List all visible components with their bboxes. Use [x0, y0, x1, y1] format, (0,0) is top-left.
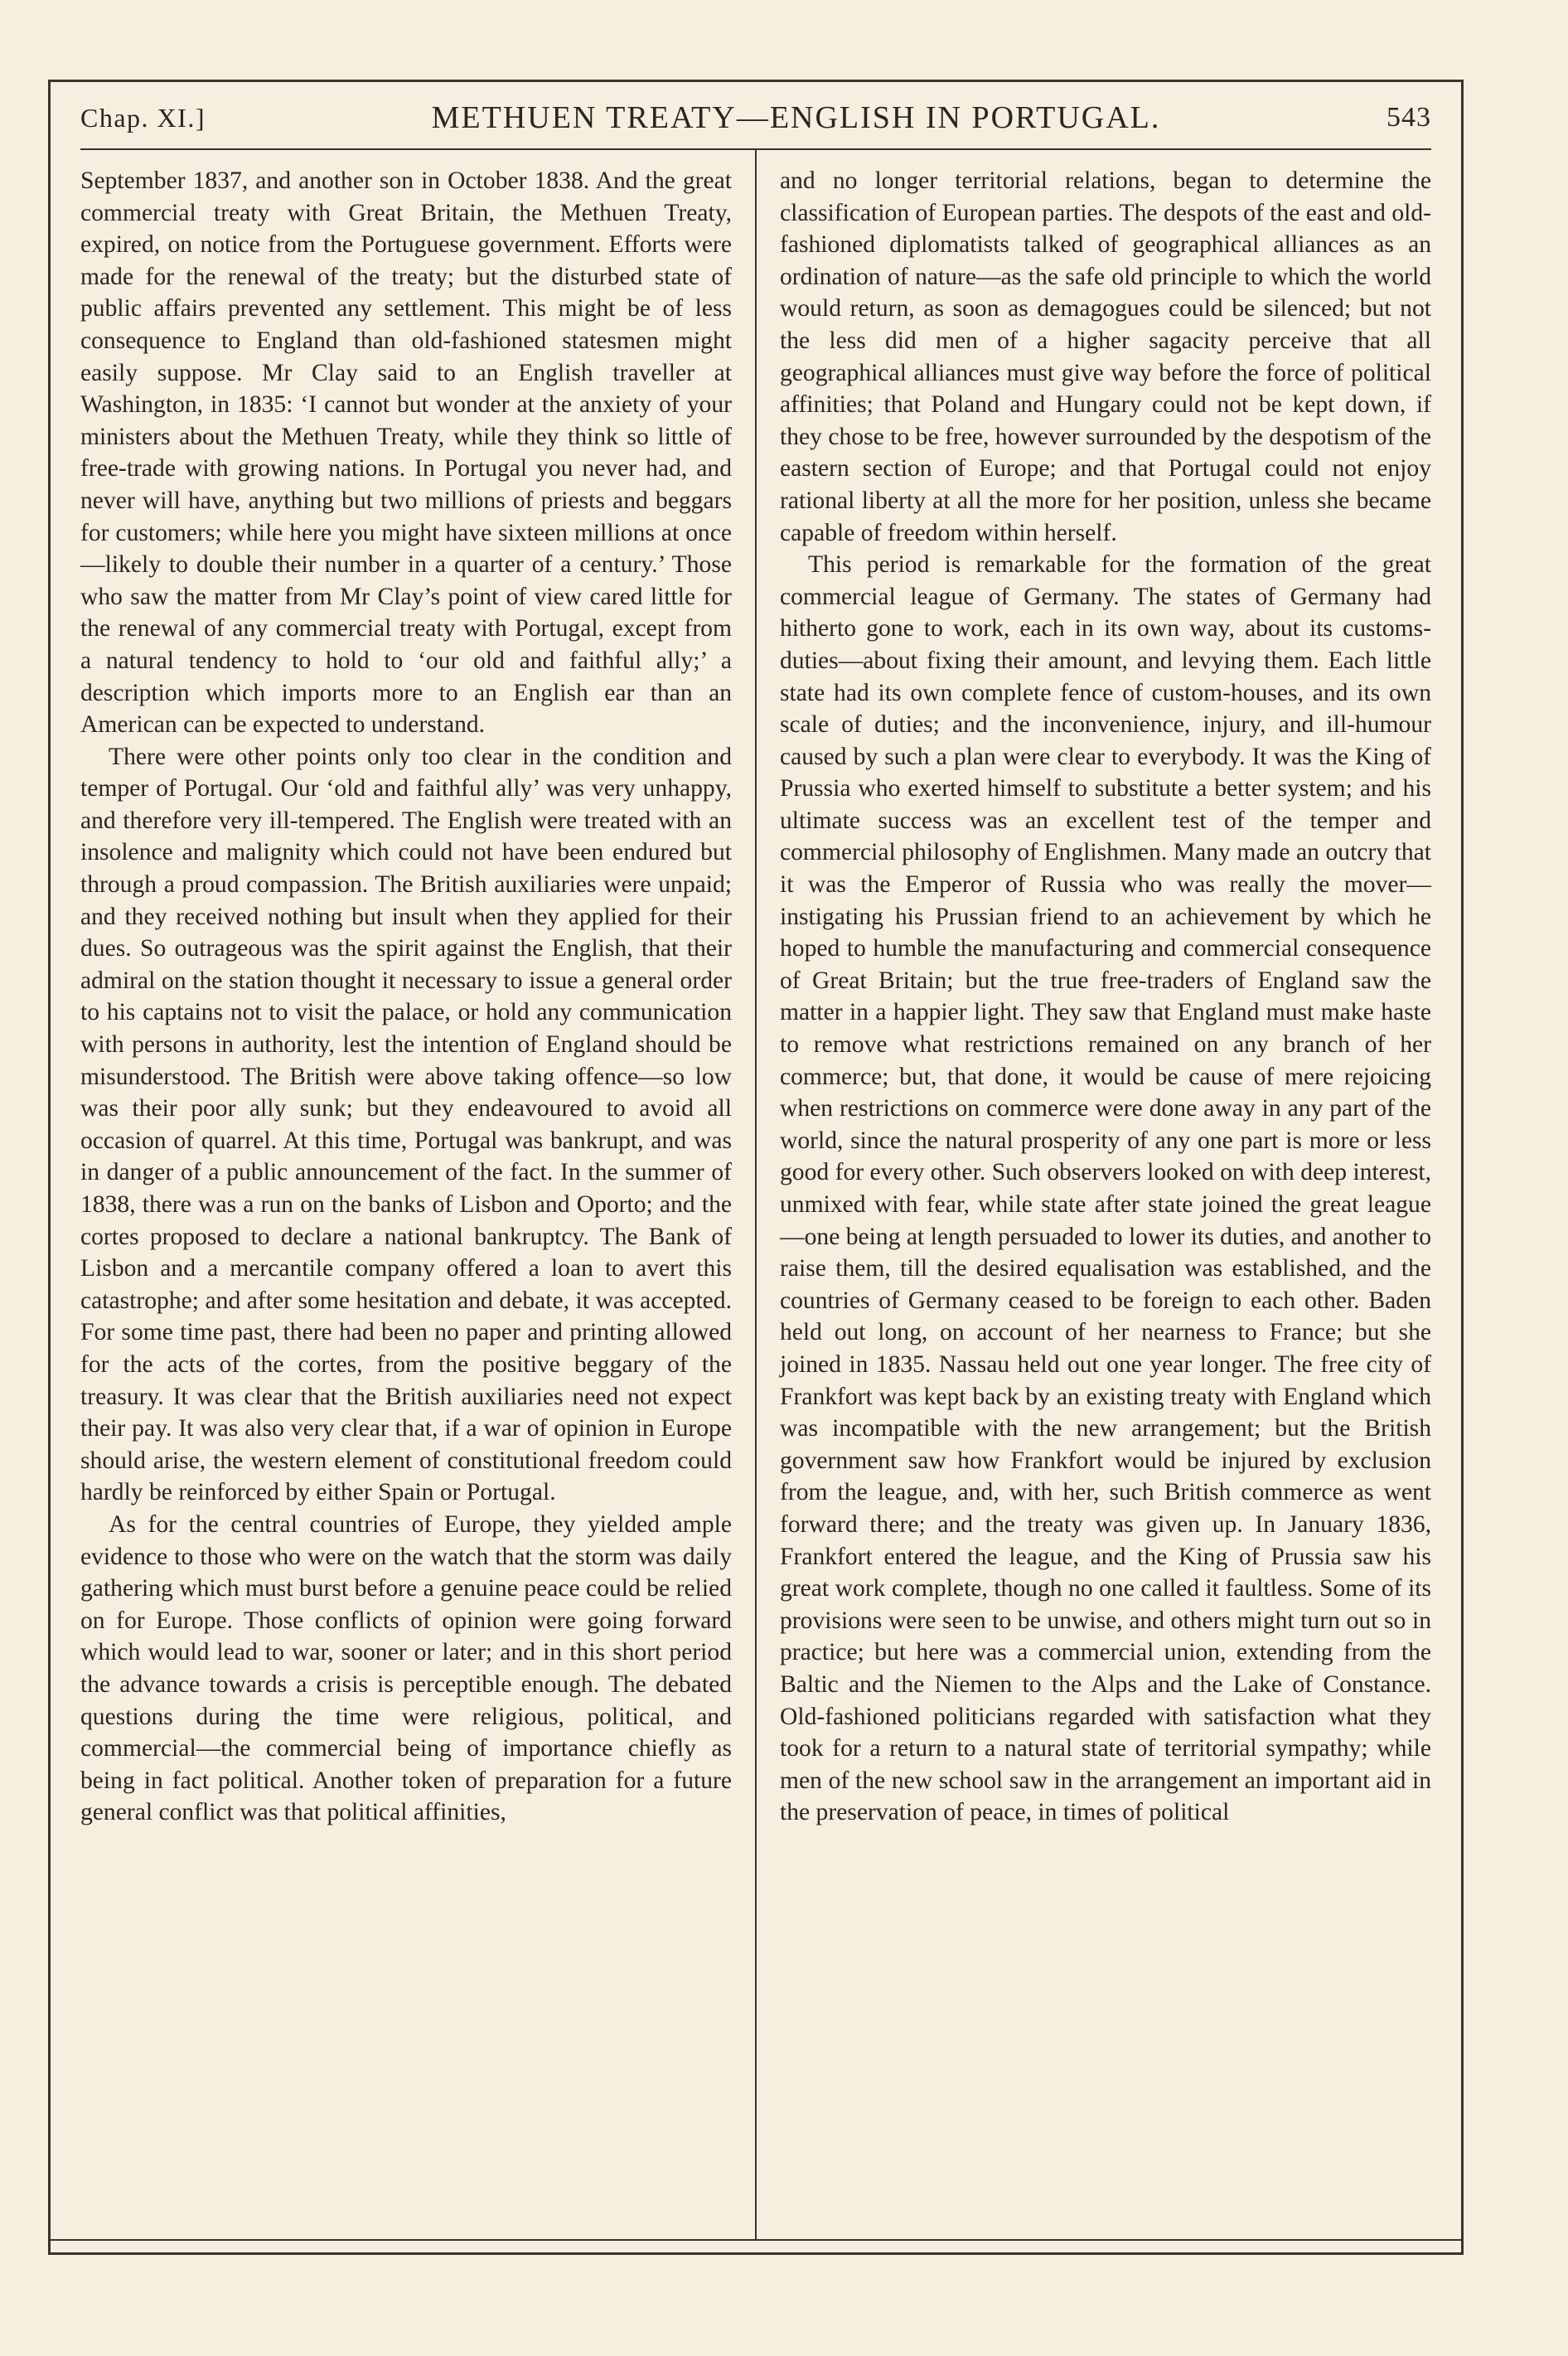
left-column — [80, 165, 732, 2219]
paragraph: As for the central countries of Europe, they yielded ample evidence to those who were on the watch that the storm was daily gathering which must burst before a genuine peace could be relied on for Europe. Those conflicts of opinion were going forward which would lead to war, sooner or later; and in this short period the advance towards a crisis is perceptible enough. The debated questions during the time were religious, political, and commercial—the commercial being of importance chiefly as being in fact political. Another token of preparation for a future general conflict was that political affinities, — [80, 1510, 732, 1826]
chapter-label: Chap. XI.] — [80, 102, 206, 133]
running-head — [80, 97, 1431, 138]
paragraph: There were other points only too clear in the condition and temper of Portugal. Our ‘old and faithful ally’ was very unhappy, and therefore very ill-tempered. The English were treated with an insolence and malignity which could not have been endured but through a proud compassion. The British auxiliaries were unpaid; and they received nothing but insult when they applied for their dues. So outrageous was the spirit against the English, that their admiral on the station thought it necessary to issue a general order to his captains not to visit the palace, or hold any communication with persons in authority, lest the intention of England should be misunderstood. The British were above taking offence—so low was their poor ally sunk; but they endeavoured to avoid all occasion of quarrel. At this time, Portugal was bankrupt, and was in danger of a public announcement of the fact. In the summer of 1838, there was a run on the banks of Lisbon and Oporto; and the cortes proposed to declare a national bankruptcy. The Bank of Lisbon and a mercantile company offered a loan to avert this catastrophe; and after some hesitation and debate, it was accepted. For some time past, there had been no paper and printing allowed for the acts of the cortes, from the positive beggary of the treasury. It was clear that the British auxiliaries need not expect their pay. It was also very clear that, if a war of opinion in Europe should arise, the western element of constitutional freedom could hardly be reinforced by either Spain or Portugal. — [80, 743, 732, 1506]
page-frame — [48, 80, 1464, 2255]
paragraph: This period is remarkable for the formation of the great commercial league of Germany. The states of Germany had hitherto gone to work, each in its own way, about its customs-duties—about fixing their amount, and levying them. Each little state had its own complete fence of custom-houses, and its own scale of duties; and the inconvenience, injury, and ill-humour caused by such a plan were clear to everybody. It was the King of Prussia who exerted himself to substitute a better system; and his ultimate success was an excellent test of the temper and commercial philosophy of Englishmen. Many made an outcry that it was the Emperor of Russia who was really the mover—instigating his Prussian friend to an achievement by which he hoped to humble the manufacturing and commercial consequence of Great Britain; but the true free-traders of England saw the matter in a happier light. They saw that England must make haste to remove what restrictions remained on any branch of her commerce; but, that done, it would be cause of mere rejoicing when restrictions on commerce were done away in any part of the world, since the natural prosperity of any one part is more or less good for every other. Such observers looked on with deep interest, unmixed with fear, while state after state joined the great league—one being at length persuaded to lower its duties, and another to raise them, till the desired equalisation was established, and the countries of Germany ceased to be foreign to each other. Baden held out long, on account of her nearness to France; but she joined in 1835. Nassau held out one year longer. The free city of Frankfort was kept back by an existing treaty with England which was incompatible with the new arrangement; but the British government saw how Frankfort would be injured by exclusion from the league, and, with her, such British commerce as went forward there; and the treaty was given up. In January 1836, Frankfort entered the league, and the King of Prussia saw his great work complete, though no one called it faultless. Some of its provisions were seen to be unwise, and others might turn out so in practice; but here was a commercial union, extending from the Baltic and the Niemen to the Alps and the Lake of Constance. Old-fashioned politicians regarded with satisfaction what they took for a return to a natural state of territorial sympathy; while men of the new school saw in the arrangement an important aid in the preservation of peace, in times of political — [780, 551, 1431, 1826]
footer-rule — [51, 2239, 1461, 2241]
column-divider — [755, 148, 757, 2241]
paragraph: September 1837, and another son in October 1838. And the great commercial treaty with Great Britain, the Methuen Treaty, expired, on notice from the Portuguese government. Efforts were made for the renewal of the treaty; but the disturbed state of public affairs prevented any settlement. This might be of less consequence to England than old-fashioned statesmen might easily suppose. Mr Clay said to an English traveller at Washington, in 1835: ‘I cannot but wonder at the anxiety of your ministers about the Methuen Treaty, while they think so little of free-trade with growing nations. In Portugal you never had, and never will have, anything but two millions of priests and beggars for customers; while here you might have sixteen millions at once—likely to double their number in a quarter of a century.’ Those who saw the matter from Mr Clay’s point of view cared little for the renewal of any commercial treaty with Portugal, except from a natural tendency to hold to ‘our old and faithful ally;’ a description which imports more to an English ear than an American can be expected to understand. — [80, 167, 732, 739]
paragraph: and no longer territorial relations, began to determine the classification of European parties. The despots of the east and old-fashioned diplomatists talked of geographical alliances as an ordination of nature—as the safe old principle to which the world would return, as soon as demagogues could be silenced; but not the less did men of a higher sagacity perceive that all geographical alliances must give way before the force of political affinities; that Poland and Hungary could not be kept down, if they chose to be free, however surrounded by the despotism of the eastern section of Europe; and that Portugal could not enjoy rational liberty at all the more for her position, unless she became capable of freedom within herself. — [780, 167, 1431, 546]
page-number: 543 — [1387, 102, 1431, 133]
page-title: METHUEN TREATY—ENGLISH IN PORTUGAL. — [431, 100, 1161, 135]
right-column — [780, 165, 1431, 2219]
text-columns — [80, 165, 1431, 2219]
